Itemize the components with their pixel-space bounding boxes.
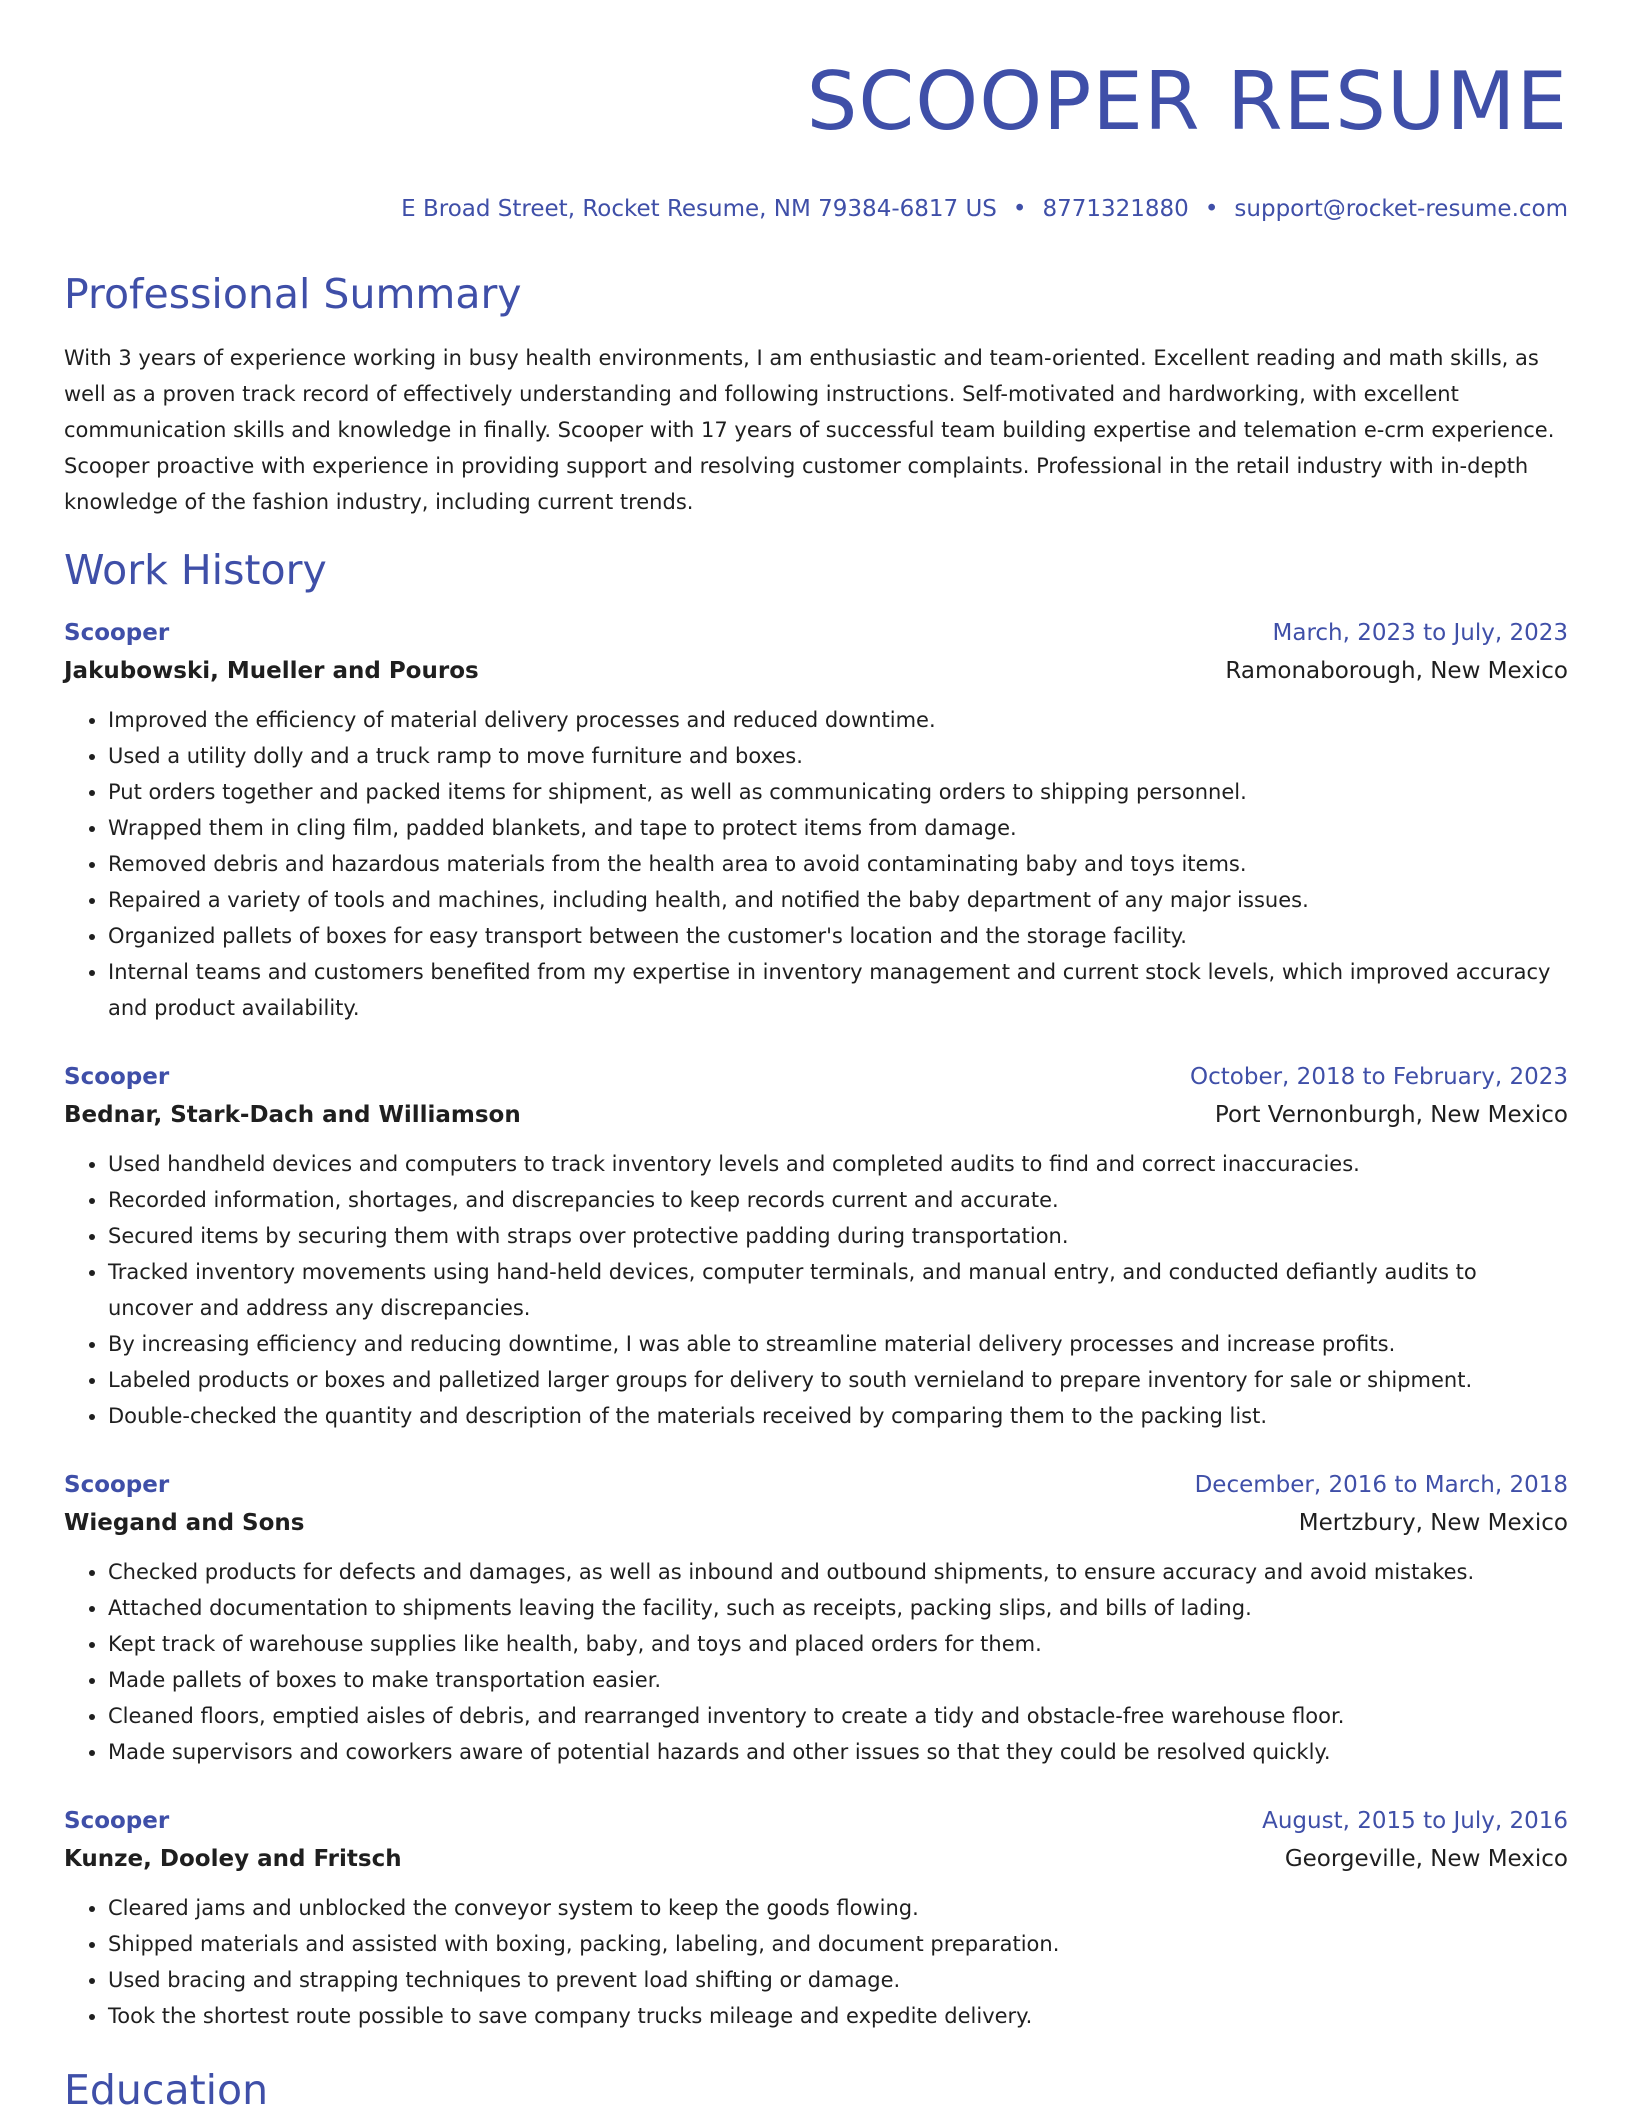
summary-heading: Professional Summary (64, 270, 522, 318)
job-title: Scooper (64, 1472, 170, 1498)
job-bullet: • Attached documentation to shipments leaving the facility, such as receipts, packing slips, and bills of lading. (108, 1590, 1568, 1626)
job-title: Scooper (64, 620, 170, 646)
job-company-row (64, 1840, 1568, 1878)
contact-phone: 8771321880 (1042, 196, 1189, 222)
job-bullet: • Labeled products or boxes and palletized larger groups for delivery to south vernieland to prepare inventory for sale or shipment. (108, 1362, 1568, 1398)
job-bullet: • Shipped materials and assisted with boxing, packing, labeling, and document preparation. (108, 1926, 1568, 1962)
job-bullet: • Organized pallets of boxes for easy transport between the customer's location and the storage facility. (108, 918, 1568, 954)
job-bullet: • Kept track of warehouse supplies like health, baby, and toys and placed orders for them. (108, 1626, 1568, 1662)
job-header-row (64, 1058, 1568, 1096)
job-bullet: • Made pallets of boxes to make transportation easier. (108, 1662, 1568, 1698)
job-location: Georgeville, New Mexico (1284, 1846, 1568, 1872)
contact-separator: • (1204, 196, 1219, 222)
contact-separator: • (1012, 196, 1027, 222)
job-bullet: • Removed debris and hazardous materials from the health area to avoid contaminating baby and toys items. (108, 846, 1568, 882)
job-bullet: • Secured items by securing them with straps over protective padding during transportation. (108, 1218, 1568, 1254)
job-bullet: • Wrapped them in cling film, padded blankets, and tape to protect items from damage. (108, 810, 1568, 846)
job-dates: October, 2018 to February, 2023 (1190, 1064, 1568, 1090)
job-company: Kunze, Dooley and Fritsch (64, 1846, 402, 1872)
job-bullet: • Put orders together and packed items for shipment, as well as communicating orders to shipping personnel. (108, 774, 1568, 810)
job-bullet: • Used a utility dolly and a truck ramp to move furniture and boxes. (108, 738, 1568, 774)
work-history-heading: Work History (64, 546, 327, 594)
job-bullet: • Checked products for defects and damages, as well as inbound and outbound shipments, to ensure accuracy and avoid mistakes. (108, 1554, 1568, 1590)
job-bullet: • Internal teams and customers benefited from my expertise in inventory management and current stock levels, which improved accuracy and product availability. (108, 954, 1568, 1026)
summary-text: With 3 years of experience working in busy health environments, I am enthusiastic and team-oriented. Excellent reading and math skills, as well as a proven track record of effectively understanding and following instructions. Self-motivated and hardworking, with excellent communication skills and knowledge in finally. Scooper with 17 years of successful team building expertise and telemation e-crm experience. Scooper proactive with experience in providing support and resolving customer complaints. Professional in the retail industry with in-depth knowledge of the fashion industry, including current trends. (64, 346, 1555, 514)
job-entry (64, 1058, 1568, 1434)
job-company: Jakubowski, Mueller and Pouros (64, 658, 479, 684)
job-header-row (64, 1802, 1568, 1840)
job-dates: August, 2015 to July, 2016 (1262, 1808, 1568, 1834)
job-bullet-list (64, 1554, 1568, 1770)
education-heading: Education (64, 2066, 269, 2114)
job-company-row (64, 1504, 1568, 1542)
work-history-list (64, 614, 1568, 2034)
job-header-row (64, 1466, 1568, 1504)
job-bullet-list (64, 1890, 1568, 2034)
resume-page (64, 0, 1568, 2116)
job-header-row (64, 614, 1568, 652)
job-bullet: • Used bracing and strapping techniques to prevent load shifting or damage. (108, 1962, 1568, 1998)
job-bullet: • Cleared jams and unblocked the conveyor system to keep the goods flowing. (108, 1890, 1568, 1926)
job-bullet: • Cleaned floors, emptied aisles of debris, and rearranged inventory to create a tidy and obstacle-free warehouse floor. (108, 1698, 1568, 1734)
job-bullet: • Improved the efficiency of material delivery processes and reduced downtime. (108, 702, 1568, 738)
job-bullet: • Used handheld devices and computers to track inventory levels and completed audits to find and correct inaccuracies. (108, 1146, 1568, 1182)
job-location: Mertzbury, New Mexico (1298, 1510, 1568, 1536)
job-location: Ramonaborough, New Mexico (1225, 658, 1568, 684)
job-title: Scooper (64, 1064, 170, 1090)
job-bullet: • Took the shortest route possible to save company trucks mileage and expedite delivery. (108, 1998, 1568, 2034)
job-company-row (64, 1096, 1568, 1134)
resume-name: SCOOPER RESUME (806, 55, 1568, 148)
job-company: Wiegand and Sons (64, 1510, 305, 1536)
job-bullet: • Made supervisors and coworkers aware of potential hazards and other issues so that they could be resolved quickly. (108, 1734, 1568, 1770)
job-dates: March, 2023 to July, 2023 (1272, 620, 1568, 646)
job-entry (64, 614, 1568, 1026)
job-bullet-list (64, 1146, 1568, 1434)
job-bullet: • By increasing efficiency and reducing downtime, I was able to streamline material delivery processes and increase profits. (108, 1326, 1568, 1362)
job-bullet: • Tracked inventory movements using hand-held devices, computer terminals, and manual entry, and conducted defiantly audits to uncover and address any discrepancies. (108, 1254, 1568, 1326)
job-title: Scooper (64, 1808, 170, 1834)
job-bullet-list (64, 702, 1568, 1026)
job-bullet: • Repaired a variety of tools and machines, including health, and notified the baby department of any major issues. (108, 882, 1568, 918)
job-entry (64, 1802, 1568, 2034)
job-location: Port Vernonburgh, New Mexico (1214, 1102, 1568, 1128)
contact-address: E Broad Street, Rocket Resume, NM 79384-6817 US (401, 196, 997, 222)
job-entry (64, 1466, 1568, 1770)
contact-email: support@rocket-resume.com (1234, 196, 1568, 222)
job-bullet: • Double-checked the quantity and description of the materials received by comparing them to the packing list. (108, 1398, 1568, 1434)
job-company-row (64, 652, 1568, 690)
job-company: Bednar, Stark-Dach and Williamson (64, 1102, 521, 1128)
contact-line (64, 194, 1568, 224)
job-dates: December, 2016 to March, 2018 (1194, 1472, 1568, 1498)
job-bullet: • Recorded information, shortages, and discrepancies to keep records current and accurate. (108, 1182, 1568, 1218)
